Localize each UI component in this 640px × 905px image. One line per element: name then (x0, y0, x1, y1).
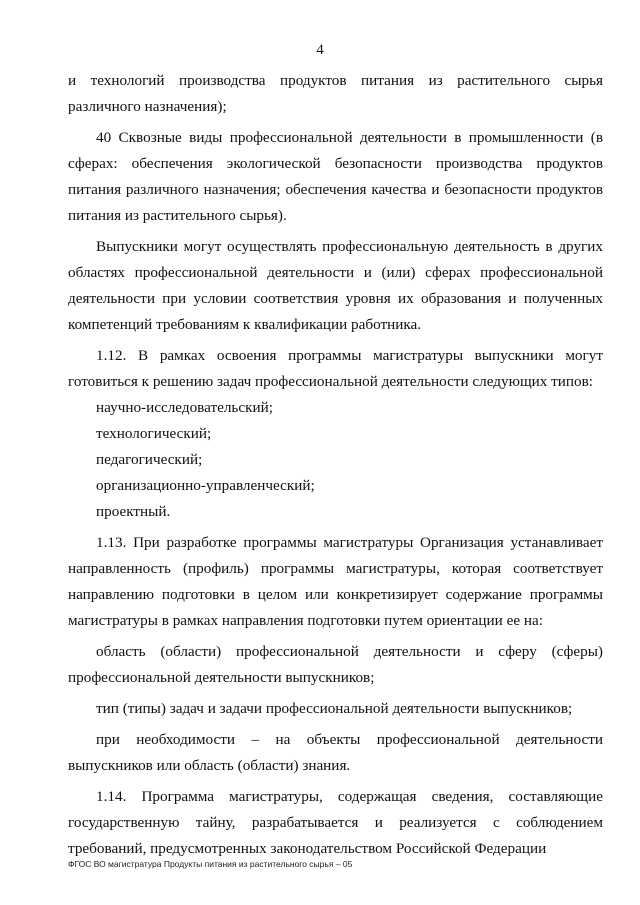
paragraph-orientation-objects: при необходимости – на объекты профессиональной деятельности выпускников или область (области) знания. (68, 731, 603, 774)
page-number: 4 (316, 42, 324, 58)
paragraph-cross-cutting-activities: 40 Сквозные виды профессиональной деятельности в промышленности (в сферах: обеспечения экологической безопасности производства продуктов питания различного назначения; обеспечения качества и безопасности продуктов питания из растительного сырья). (68, 129, 603, 224)
paragraph-1-12: 1.12. В рамках освоения программы магистратуры выпускники могут готовиться к решению задач профессиональной деятельности следующих типов: (68, 347, 603, 390)
document-body (68, 68, 603, 862)
paragraph-1-13: 1.13. При разработке программы магистратуры Организация устанавливает направленность (профиль) программы магистратуры, которая соответствует направлению подготовки в целом или конкретизирует содержание программы магистратуры в рамках направления подготовки путем ориентации ее на: (68, 534, 603, 629)
list-item: проектный. (96, 503, 171, 520)
list-item: технологический; (96, 425, 212, 442)
paragraph-orientation-task: тип (типы) задач и задачи профессиональной деятельности выпускников; (96, 700, 573, 717)
document-footer: ФГОС ВО магистратура Продукты питания из растительного сырья – 05 (68, 859, 353, 869)
paragraph-1-14: 1.14. Программа магистратуры, содержащая сведения, составляющие государственную тайну, разрабатывается и реализуется с соблюдением требований, предусмотренных законодательством Российской Федерации (68, 788, 603, 857)
paragraph-orientation-area: область (области) профессиональной деятельности и сферу (сферы) профессиональной деятельности выпускников; (68, 643, 603, 686)
list-item: педагогический; (96, 451, 203, 468)
paragraph-continuation: и технологий производства продуктов питания из растительного сырья различного назначения); (68, 72, 603, 115)
list-item: научно-исследовательский; (96, 399, 273, 416)
paragraph-other-areas: Выпускники могут осуществлять профессиональную деятельность в других областях профессиональной деятельности и (или) сферах профессиональной деятельности при условии соответствия уровня их образования и полученных компетенций требованиям к квалификации работника. (68, 238, 603, 333)
task-types-list (68, 395, 603, 525)
list-item: организационно-управленческий; (96, 477, 315, 494)
